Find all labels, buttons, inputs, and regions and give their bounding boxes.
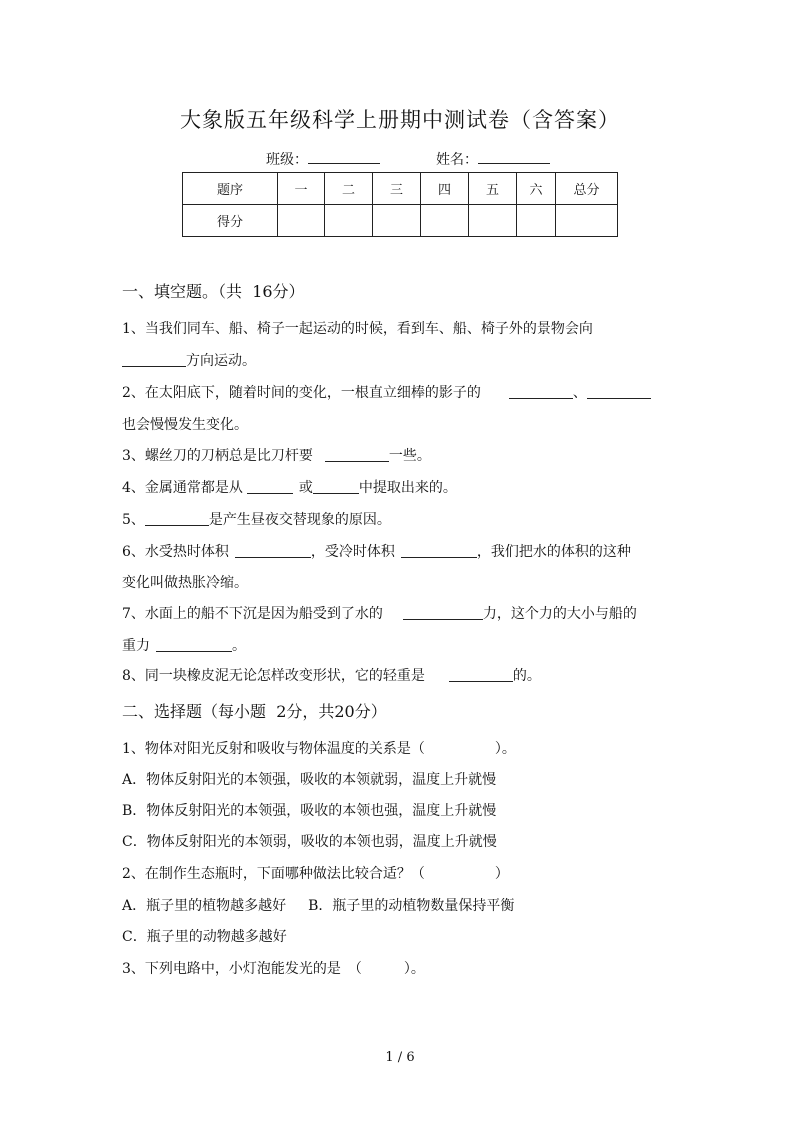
fill-q4 [122,477,457,497]
answer-blank [403,605,483,620]
fill-q3-tail: 一些。 [388,448,431,464]
fill-q7-end: 。 [232,638,246,654]
score-cell [278,205,325,237]
fill-q1-line1: 1、当我们同车、船、椅子一起运动的时候，看到车、船、椅子外的景物会向 [122,321,593,337]
score-header-cell: 六 [517,173,556,205]
name-field [436,149,550,169]
fill-q4-text: 4、金属通常都是从 [122,480,243,496]
answer-blank [145,511,209,526]
fill-q4-tail: 中提取出来的。 [358,480,457,496]
choice-q2-options-ab [122,895,514,915]
section1-heading [122,279,305,302]
answer-blank [313,479,359,494]
section2-heading-text: 二、选择题（每小题 [122,702,267,721]
page-title: 大象版五年级科学上册期中测试卷（含答案） [180,108,620,132]
fill-q8 [122,665,541,685]
score-cell [556,205,618,237]
fill-q7-line2 [122,635,246,655]
choice-q2-option-c: C．瓶子里的动物越多越好 [122,929,287,945]
class-blank [308,149,380,164]
answer-blank [122,352,186,367]
fill-q2-text: 2、在太阳底下，随着时间的变化，一根直立细棒的影子的 [122,385,481,401]
score-header-cell: 二 [325,173,373,205]
score-cell [325,205,373,237]
section1-heading-text: 一、填空题。（共 [122,282,243,301]
fill-q2-line1 [122,382,651,402]
section2-heading-points: 2分，共20分） [276,702,387,721]
fill-q4-mid: 或 [298,480,313,496]
fill-q7-line1 [122,603,637,623]
fill-q2-sep: 、 [572,385,587,401]
fill-q6-line1 [122,541,631,561]
fill-q3 [122,445,431,465]
fill-q1-text: 方向运动。 [186,353,256,369]
score-table-header-row [183,173,618,205]
choice-q1: 1、物体对阳光反射和吸收与物体温度的关系是（ ）。 [122,741,516,757]
fill-q5-text: 5、 [122,512,145,528]
fill-q8-text: 8、同一块橡皮泥无论怎样改变形状，它的轻重是 [122,668,425,684]
score-header-cell: 三 [373,173,421,205]
fill-q6-text: 6、水受热时体积 [122,544,229,560]
score-cell [373,205,421,237]
choice-q3: 3、下列电路中，小灯泡能发光的是 （ ）。 [122,961,425,977]
score-header-cell: 一 [278,173,325,205]
name-label: 姓名： [436,152,478,168]
fill-q7-tail: 力，这个力的大小与船的 [482,606,637,622]
fill-q7-text2: 重力 [122,638,150,654]
fill-q2-line2: 也会慢慢发生变化。 [122,417,248,433]
section2-heading [122,699,387,722]
class-field [266,149,380,169]
score-row-label: 得分 [183,205,278,237]
fill-q8-tail: 的。 [512,668,541,684]
fill-q5-tail: 是产生昼夜交替现象的原因。 [208,512,391,528]
section1-heading-points: 16分） [252,282,305,301]
answer-blank [509,384,573,399]
score-header-cell: 五 [469,173,517,205]
answer-blank [401,543,477,558]
choice-q2-option-b: B．瓶子里的动植物数量保持平衡 [308,898,515,914]
score-header-cell: 总分 [556,173,618,205]
answer-blank [449,667,513,682]
fill-q6-mid: ，受冷时体积 [310,544,395,560]
choice-q1-option-b: B．物体反射阳光的本领强，吸收的本领也强，温度上升就慢 [122,803,497,819]
answer-blank [247,479,293,494]
score-cell [421,205,469,237]
answer-blank [156,637,232,652]
answer-blank [235,543,311,558]
fill-q7-text: 7、水面上的船不下沉是因为船受到了水的 [122,606,383,622]
score-cell [469,205,517,237]
page-number: 1 / 6 [385,1050,415,1065]
fill-q6-tail: ，我们把水的体积的这种 [476,544,631,560]
choice-q1-option-a: A．物体反射阳光的本领强，吸收的本领就弱，温度上升就慢 [122,772,497,788]
choice-q2: 2、在制作生态瓶时，下面哪种做法比较合适？（ ） [122,866,509,882]
fill-q5 [122,509,391,529]
fill-q1-line2 [122,350,256,370]
class-label: 班级： [266,152,308,168]
score-cell [517,205,556,237]
answer-blank [325,447,389,462]
fill-q3-text: 3、螺丝刀的刀柄总是比刀杆要 [122,448,313,464]
score-header-cell: 题序 [183,173,278,205]
choice-q1-option-c: C．物体反射阳光的本领弱，吸收的本领也弱，温度上升就慢 [122,834,497,850]
answer-blank [587,384,651,399]
fill-q6-line2: 变化叫做热胀冷缩。 [122,575,248,591]
name-blank [478,149,550,164]
score-table-score-row [183,205,618,237]
score-table [182,172,618,237]
choice-q2-option-a: A．瓶子里的植物越多越好 [122,898,287,914]
score-header-cell: 四 [421,173,469,205]
